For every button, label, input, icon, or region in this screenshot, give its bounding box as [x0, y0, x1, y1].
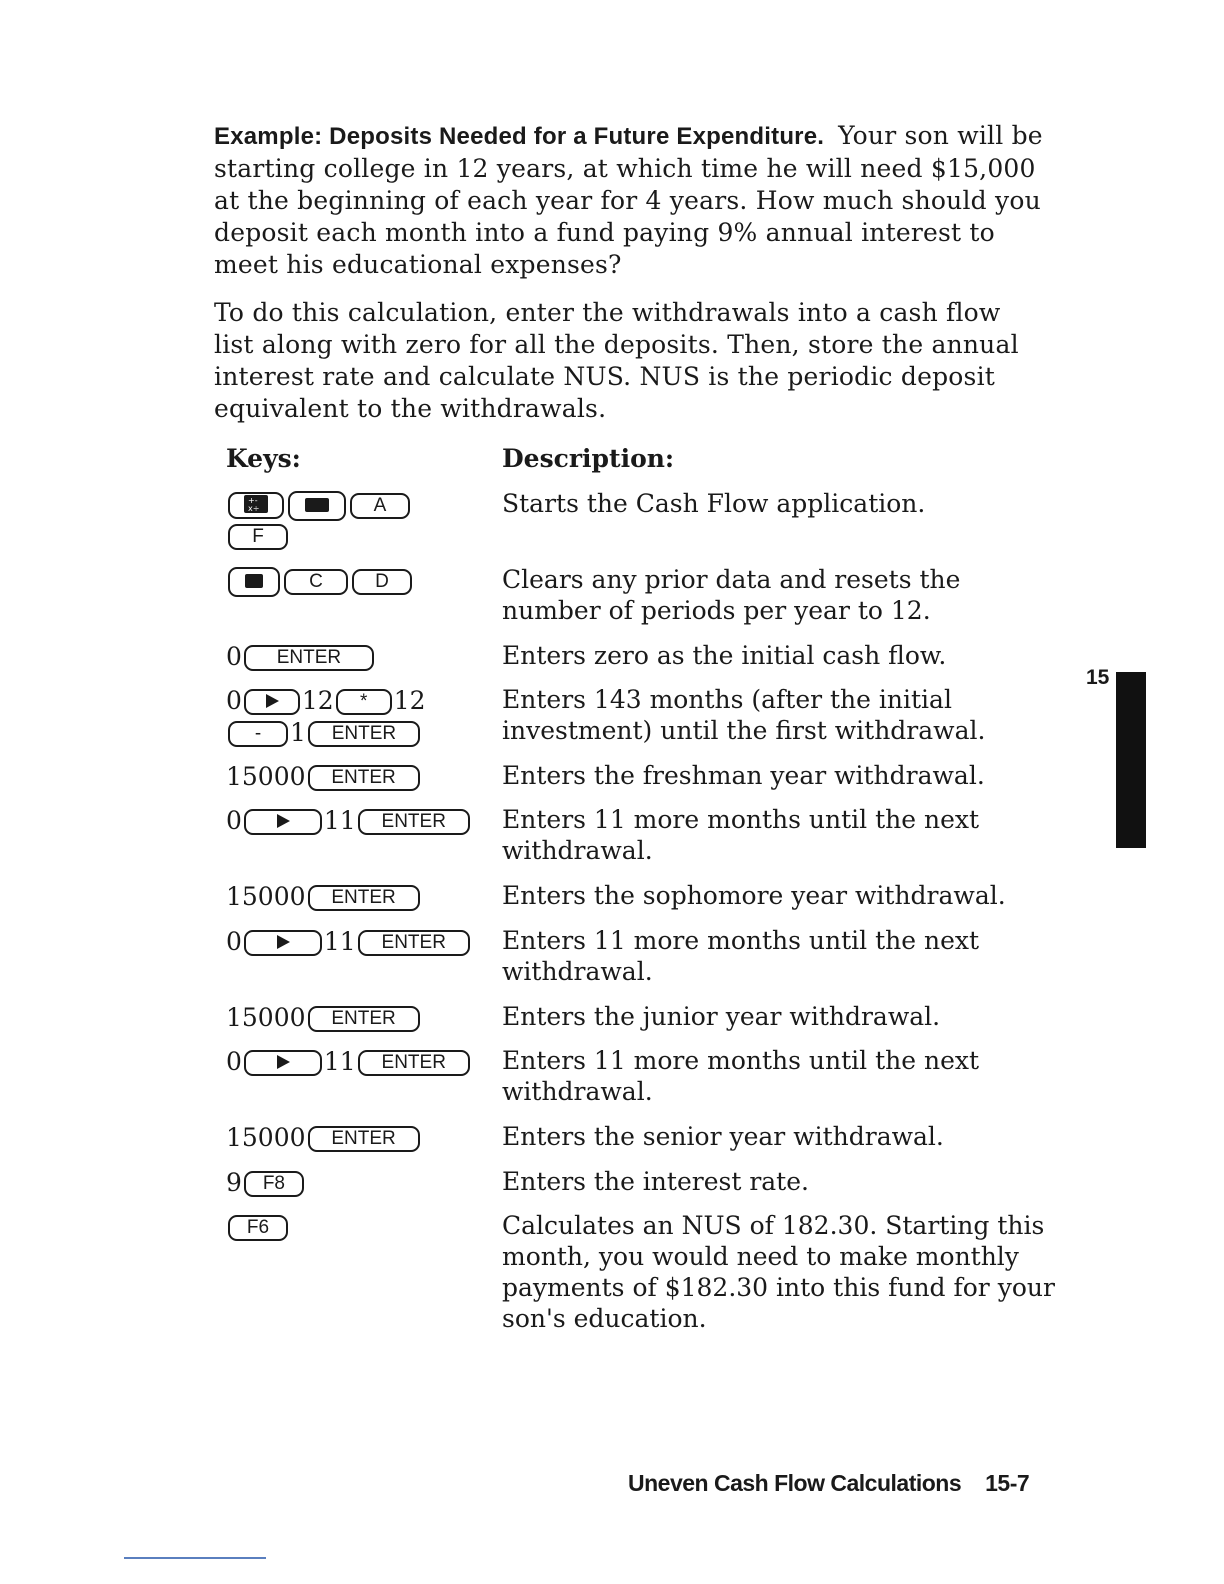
enter-key[interactable]: ENTER	[358, 930, 470, 956]
desc-row-8: Enters 11 more months until the next withdrawal.	[502, 926, 980, 986]
keys-row-8	[226, 927, 488, 957]
desc-row-11: Enters the senior year withdrawal.	[502, 1122, 944, 1151]
example-heading: Example: Deposits Needed for a Future Expenditure.	[214, 123, 825, 150]
right-arrow-key[interactable]	[244, 809, 322, 835]
number-entry: 11	[323, 927, 356, 956]
shift-key[interactable]	[228, 567, 280, 597]
key-d[interactable]: D	[352, 569, 412, 595]
enter-key[interactable]: ENTER	[358, 809, 470, 835]
enter-key[interactable]: ENTER	[308, 721, 420, 747]
page-footer	[628, 1470, 1029, 1497]
desc-row-3: Enters zero as the initial cash flow.	[502, 641, 947, 670]
keys-row-9	[226, 1003, 488, 1033]
description-header: Description:	[502, 444, 675, 473]
intro-paragraph-1	[214, 120, 1044, 281]
f8-key[interactable]: F8	[244, 1171, 304, 1197]
multiply-key[interactable]: *	[336, 689, 392, 715]
keys-row-10	[226, 1047, 488, 1077]
keys-row-6	[226, 806, 488, 836]
right-arrow-icon	[264, 693, 280, 709]
enter-key[interactable]: ENTER	[308, 885, 420, 911]
number-entry: 9	[226, 1168, 242, 1197]
number-entry: 15000	[226, 1123, 306, 1152]
calculator-icon	[244, 495, 268, 513]
intro-paragraph-1-text: Your son will be starting college in 12 years, at which time he will need $15,000 at the beginning of each year for 4 years. How much should you deposit each month into a fund paying 9% annual interest to meet his educational expenses?	[214, 121, 1043, 279]
enter-key[interactable]: ENTER	[358, 1050, 470, 1076]
enter-key[interactable]: ENTER	[244, 645, 374, 671]
shift-key-icon	[305, 498, 329, 512]
desc-row-12: Enters the interest rate.	[502, 1167, 809, 1196]
desc-row-5: Enters the freshman year withdrawal.	[502, 761, 985, 790]
key-f[interactable]: F	[228, 524, 288, 550]
keys-row-1	[226, 490, 488, 551]
desc-row-2: Clears any prior data and resets the number of periods per year to 12.	[502, 565, 961, 625]
number-entry: 11	[323, 1047, 356, 1076]
key-c[interactable]: C	[284, 569, 348, 595]
number-entry: 15000	[226, 1003, 306, 1032]
chapter-tab-number: 15	[1086, 666, 1110, 689]
right-arrow-icon	[275, 813, 291, 829]
minus-key[interactable]: -	[228, 721, 288, 747]
f6-key[interactable]: F6	[228, 1215, 288, 1241]
desc-row-13: Calculates an NUS of 182.30. Starting this month, you would need to make monthly payments of $182.30 into this fund for your son's education.	[502, 1211, 1055, 1333]
desc-row-6: Enters 11 more months until the next withdrawal.	[502, 805, 980, 865]
number-entry: 0	[226, 642, 242, 671]
keys-row-11	[226, 1123, 488, 1153]
number-entry: 0	[226, 927, 242, 956]
svg-text:+-: +-	[248, 496, 258, 505]
right-arrow-key[interactable]	[244, 1050, 322, 1076]
right-arrow-icon	[275, 934, 291, 950]
keys-row-13	[226, 1212, 488, 1242]
intro-text	[214, 120, 1044, 441]
number-entry: 0	[226, 686, 242, 715]
keys-header: Keys:	[226, 444, 301, 473]
number-entry: 0	[226, 1047, 242, 1076]
enter-key[interactable]: ENTER	[308, 765, 420, 791]
keys-row-12	[226, 1168, 488, 1198]
number-entry: 12	[393, 686, 426, 715]
calculator-key[interactable]	[228, 492, 284, 519]
page-number: 15-7	[985, 1470, 1030, 1496]
enter-key[interactable]: ENTER	[308, 1126, 420, 1152]
right-arrow-icon	[275, 1054, 291, 1070]
keys-row-2	[226, 566, 488, 597]
keys-row-4	[226, 685, 488, 749]
number-entry: 12	[301, 686, 334, 715]
keys-row-7	[226, 882, 488, 912]
number-entry: 15000	[226, 882, 306, 911]
number-entry: 1	[290, 718, 306, 747]
desc-row-7: Enters the sophomore year withdrawal.	[502, 881, 1006, 910]
right-arrow-key[interactable]	[244, 689, 300, 715]
desc-row-4: Enters 143 months (after the initial investment) until the first withdrawal.	[502, 685, 986, 745]
number-entry: 0	[226, 806, 242, 835]
number-entry: 11	[323, 806, 356, 835]
right-arrow-key[interactable]	[244, 930, 322, 956]
svg-text:x÷: x÷	[248, 504, 260, 513]
desc-row-9: Enters the junior year withdrawal.	[502, 1002, 941, 1031]
intro-paragraph-2: To do this calculation, enter the withdrawals into a cash flow list along with zero for all the deposits. Then, store the annual interest rate and calculate NUS. NUS is the periodic deposit equivalent to the withdrawals.	[214, 298, 1019, 423]
keys-row-5	[226, 762, 488, 792]
shift-key[interactable]	[288, 491, 346, 521]
desc-row-10: Enters 11 more months until the next withdrawal.	[502, 1046, 980, 1106]
chapter-tab-bar	[1116, 672, 1146, 848]
number-entry: 15000	[226, 762, 306, 791]
desc-row-1: Starts the Cash Flow application.	[502, 489, 926, 518]
key-a[interactable]: A	[350, 493, 410, 519]
footer-title: Uneven Cash Flow Calculations	[628, 1470, 962, 1496]
shift-key-icon	[245, 574, 263, 588]
keys-row-3	[226, 642, 488, 672]
bottom-rule	[124, 1557, 266, 1559]
enter-key[interactable]: ENTER	[308, 1006, 420, 1032]
